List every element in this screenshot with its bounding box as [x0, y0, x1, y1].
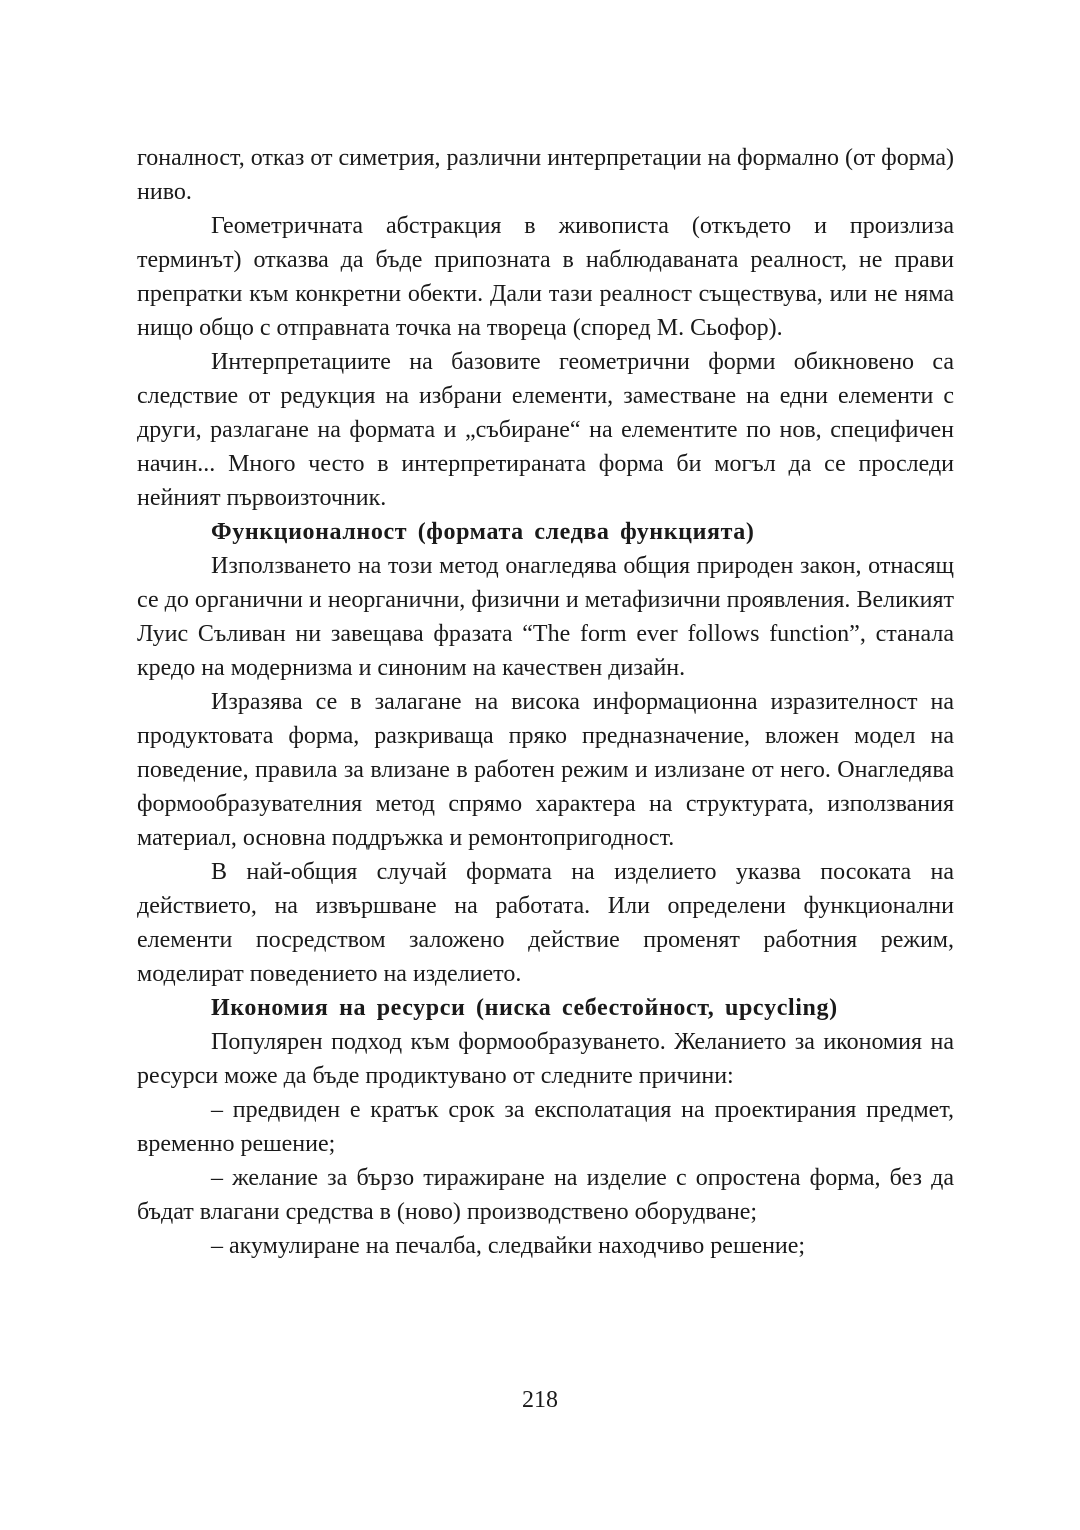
paragraph-functionality-method: Използването на този метод онагледява общия природен закон, отнасящ се до органични и неорганични, физични и метафизични проявления. Великият Луис Съливан ни завещава фразата “The form ever follows function”, станала кредо на модернизма и синоним на качествен дизайн.: [137, 553, 954, 681]
list-item-fast-replication: – желание за бързо тиражиране на изделие с опростена форма, без да бъдат влагани средства в (ново) производствено оборудване;: [137, 1165, 954, 1225]
list-item-profit: – акумулиране на печалба, следвайки находчиво решение;: [211, 1233, 806, 1259]
paragraph-general-case: В най-общия случай формата на изделието указва посоката на действието, на извършване на работата. Или определени функционални елементи посредством заложено действие променят работния режим, моделират поведението на изделието.: [137, 859, 954, 987]
heading-functionality: Функционалност (формата следва функцията): [211, 519, 755, 545]
page-body: [137, 141, 954, 1263]
paragraph-expressiveness: Изразява се в залагане на висока информационна изразителност на продуктовата форма, разкриваща пряко предназначение, вложен модел на поведение, правила за влизане в работен режим и излизане от него. Онагледява формообразувателния метод спрямо характера на структурата, използвания материал, основна поддръжка и ремонтопригодност.: [137, 689, 954, 851]
heading-resource-economy: Икономия на ресурси (ниска себестойност, upcycling): [211, 995, 838, 1021]
paragraph-popular-approach: Популярен подход към формообразуването. Желанието за икономия на ресурси може да бъде продиктувано от следните причини:: [137, 1029, 954, 1089]
list-item-short-term: – предвиден е кратък срок за експолатация на проектирания предмет, временно решение;: [137, 1097, 954, 1157]
paragraph-geometric-abstraction: Геометричната абстракция в живописта (откъдето и произлиза терминът) отказва да бъде припозната в наблюдаваната реалност, не прави препратки към конкретни обекти. Дали тази реалност съществува, или не няма нищо общо с отправната точка на твореца (според М. Сьофор).: [137, 213, 954, 341]
page-number: 218: [522, 1387, 558, 1413]
paragraph-interpretations: Интерпретациите на базовите геометрични форми обикновено са следствие от редукция на избрани елементи, заместване на едни елементи с други, разлагане на формата и „събиране“ на елементите по нов, специфичен начин... Много често в интерпретираната форма би могъл да се проследи нейният първоизточник.: [137, 349, 954, 511]
paragraph-continuation: гоналност, отказ от симетрия, различни интерпретации на формално (от форма) ниво.: [137, 145, 954, 205]
